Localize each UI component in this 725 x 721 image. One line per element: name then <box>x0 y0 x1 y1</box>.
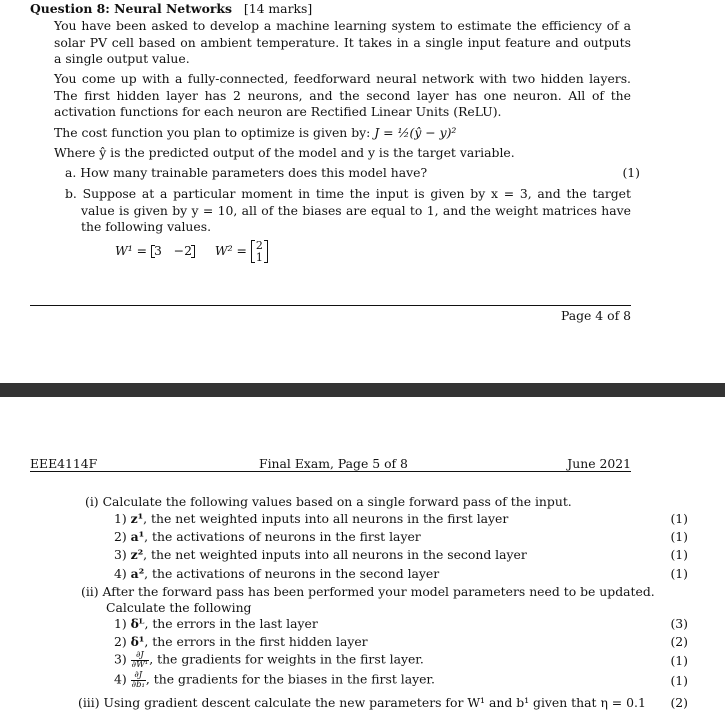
item-mark: (1) <box>670 653 688 668</box>
item-number: 2) <box>114 529 127 544</box>
item-text: , the net weighted inputs into all neurons in the first layer <box>143 511 509 526</box>
w2-row-2: 1 <box>255 250 263 264</box>
item-symbol: z¹ <box>130 511 144 526</box>
item-number: 3) <box>114 547 127 562</box>
network-description: You come up with a fully-connected, feedforward neural network with two hidden layers. The first hidden layer has 2 neurons, and the second layer has one neuron. All of the activation functions for each neuron are Rectified Linear Units (ReLU). <box>54 71 631 119</box>
item-number: 2) <box>114 634 127 649</box>
w2-row-1: 2 <box>255 239 263 252</box>
item-mark: (1) <box>670 511 688 526</box>
item-text: , the activations of neurons in the first layer <box>144 529 421 544</box>
item-text: , the net weighted inputs into all neurons in the second layer <box>143 547 527 562</box>
item-number: 1) <box>114 511 127 526</box>
part-ii-item <box>114 634 368 651</box>
question-title: Question 8: Neural Networks <box>30 1 232 16</box>
part-ii-item <box>114 651 424 669</box>
item-symbol: δᴸ <box>130 616 145 631</box>
part-i-item <box>114 566 439 583</box>
question-b-text: b. Suppose at a particular moment in time the input is given by x = 3, and the target value is given by y = 10, all of the biases are equal to 1, and the weight matrices have the following values. <box>65 186 631 234</box>
exam-date: June 2021 <box>567 456 631 471</box>
weight-matrices <box>115 240 268 263</box>
item-mark: (2) <box>670 695 688 710</box>
item-symbol: a² <box>130 566 145 581</box>
item-number: 3) <box>114 651 127 667</box>
item-mark: (1) <box>670 547 688 562</box>
item-symbol: δ¹ <box>130 634 145 649</box>
item-number: 1) <box>114 616 127 631</box>
question-a-mark: (1) <box>622 165 640 180</box>
variable-definition: Where ŷ is the predicted output of the model and y is the target variable. <box>54 145 515 160</box>
header-rule <box>30 471 631 472</box>
item-text: , the errors in the last layer <box>144 616 318 631</box>
item-mark: (1) <box>670 673 688 688</box>
w2-matrix <box>251 240 268 263</box>
exam-page-5 <box>0 397 725 721</box>
part-iii-text: (iii) Using gradient descent calculate the new parameters for W¹ and b¹ given that η = 0.1 <box>78 695 646 710</box>
item-text: , the errors in the first hidden layer <box>144 634 368 649</box>
question-marks: [14 marks] <box>243 1 313 16</box>
fraction-numerator: ∂J <box>131 671 146 681</box>
fraction-denominator: ∂b₁ <box>131 679 145 690</box>
part-ii-item <box>114 671 435 689</box>
part-i-item <box>114 529 421 546</box>
item-number: 4) <box>114 566 127 581</box>
w2-label: W² = <box>214 243 247 259</box>
item-symbol: a¹ <box>130 529 145 544</box>
part-i-item <box>114 547 527 564</box>
w1-values: 3 −2 <box>153 243 192 259</box>
question-b <box>65 186 631 236</box>
cost-function-equation: J = ½(ŷ − y)² <box>374 125 457 140</box>
item-mark: (1) <box>670 529 688 544</box>
w1-label: W¹ = <box>115 243 148 259</box>
question-a <box>65 165 640 182</box>
part-ii-title: (ii) After the forward pass has been performed your model parameters need to be updated. <box>81 584 655 599</box>
gradient-fraction <box>131 671 146 689</box>
footer-rule <box>30 305 631 306</box>
exam-header: Final Exam, Page 5 of 8 <box>259 456 408 471</box>
item-mark: (2) <box>670 634 688 649</box>
part-i-title: (i) Calculate the following values based on a single forward pass of the input. <box>85 494 572 509</box>
part-ii-item <box>114 616 318 633</box>
fraction-denominator: ∂W¹ <box>131 659 149 670</box>
question-heading <box>30 1 312 18</box>
gradient-fraction <box>131 651 150 669</box>
fraction-numerator: ∂J <box>131 651 150 661</box>
part-ii-subtitle: Calculate the following <box>106 600 252 615</box>
w1-matrix <box>151 243 195 260</box>
item-text: , the gradients for the biases in the first layer. <box>145 671 435 687</box>
item-text: , the activations of neurons in the second layer <box>144 566 440 581</box>
item-text: , the gradients for weights in the first layer. <box>149 651 424 667</box>
course-code: EEE4114F <box>30 456 98 471</box>
question-a-text: a. How many trainable parameters does this model have? <box>65 165 428 180</box>
cost-function-line <box>54 125 631 142</box>
item-number: 4) <box>114 671 127 687</box>
page-separator <box>0 383 725 397</box>
item-mark: (1) <box>670 566 688 581</box>
cost-function-text: The cost function you plan to optimize is given by: <box>54 125 371 140</box>
intro-paragraph: You have been asked to develop a machine learning system to estimate the efficiency of a solar PV cell based on ambient temperature. It takes in a single input feature and outputs a single output value. <box>54 18 631 66</box>
part-i-item <box>114 511 508 528</box>
page-number: Page 4 of 8 <box>560 308 631 323</box>
item-mark: (3) <box>670 616 688 631</box>
item-symbol: z² <box>130 547 144 562</box>
